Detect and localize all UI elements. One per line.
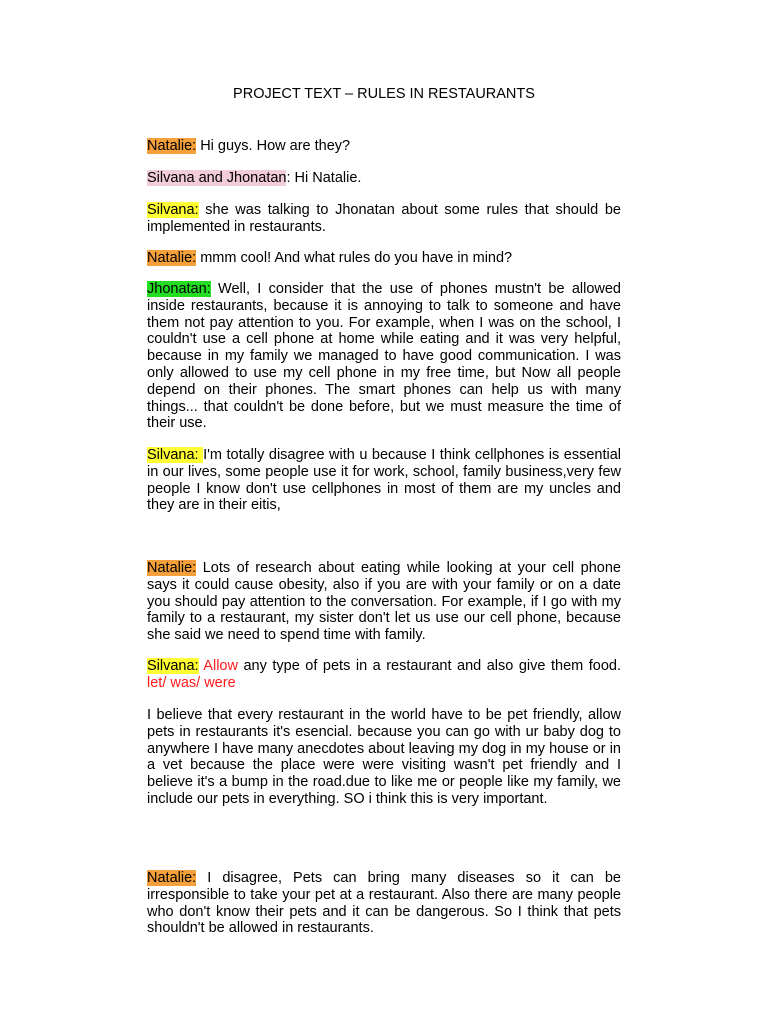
line-text: : Hi Natalie. xyxy=(286,170,362,186)
dialogue-line-9 xyxy=(147,707,621,808)
line-text: Well, I consider that the use of phones mustn't be allowed inside restaurants, because it is annoying to talk to someone and have them not pay attention to you. For example, when I was on the school, I couldn't use a cell phone at home while eating and it was very helpful, because in my family we managed to have good communication. I was only allowed to use my cell phone in my free time, but Now all people depend on their phones. The smart phones can help us with many things... that couldn't be done before, but we must measure the time of their use. xyxy=(147,281,621,432)
speaker-jhonatan: Jhonatan: xyxy=(147,281,211,297)
line-text: I believe that every restaurant in the world have to be pet friendly, allow pets in restaurants it's esencial. because you can go with ur baby dog to anywhere I have many anecdotes about leaving my dog in my house or in a vet because the place were were visiting wasn't pet friendly and I believe it's a bump in the road.due to like me or people like my family, we include our pets in everything. SO i think this is very important. xyxy=(147,707,621,807)
speaker-natalie: Natalie: xyxy=(147,138,197,154)
dialogue-line-8 xyxy=(147,658,621,692)
dialogue-line-3 xyxy=(147,202,621,236)
dialogue-line-5 xyxy=(147,281,621,432)
speaker-silvana: Silvana: xyxy=(147,658,199,674)
dialogue-line-10 xyxy=(147,870,621,937)
line-text: Hi guys. How are they? xyxy=(196,138,351,154)
dialogue-line-6 xyxy=(147,447,621,514)
line-text: I'm totally disagree with u because I think cellphones is essential in our lives, some people use it for work, school, family business,very few people I know don't use cellphones in most of them are my uncles and they are in their eitis, xyxy=(147,447,621,514)
dialogue-line-4 xyxy=(147,250,621,267)
speaker-natalie: Natalie: xyxy=(147,250,197,266)
speaker-silvana-and-jhonatan: Silvana and Jhonatan xyxy=(147,170,287,186)
line-text: Lots of research about eating while looking at your cell phone says it could cause obesity, also if you are with your family or on a date you should pay attention to the conversation. For example, if I go with my family to a restaurant, my sister don't let us use our cell phone, because she said we need to spend time with family. xyxy=(147,560,621,644)
line-text: mmm cool! And what rules do you have in mind? xyxy=(196,250,513,266)
line-text: any type of pets in a restaurant and also give them food. xyxy=(237,658,621,674)
line-text: I disagree, Pets can bring many diseases so it can be irresponsible to take your pet at a restaurant. Also there are many people who don't know their pets and it can be dangerous. So I think that pets shouldn't be allowed in restaurants. xyxy=(147,870,621,937)
document-title: PROJECT TEXT – RULES IN RESTAURANTS xyxy=(233,86,535,102)
speaker-natalie: Natalie: xyxy=(147,870,197,886)
speaker-silvana: Silvana: xyxy=(147,202,199,218)
dialogue-line-2 xyxy=(147,170,621,187)
speaker-silvana: Silvana: xyxy=(147,447,204,463)
correction-word: Allow xyxy=(198,658,238,674)
line-text: she was talking to Jhonatan about some rules that should be implemented in restaurants. xyxy=(147,202,621,235)
dialogue-line-7 xyxy=(147,560,621,644)
dialogue-line-1 xyxy=(147,138,621,155)
speaker-natalie: Natalie: xyxy=(147,560,197,576)
correction-note: let/ was/ were xyxy=(147,674,236,691)
